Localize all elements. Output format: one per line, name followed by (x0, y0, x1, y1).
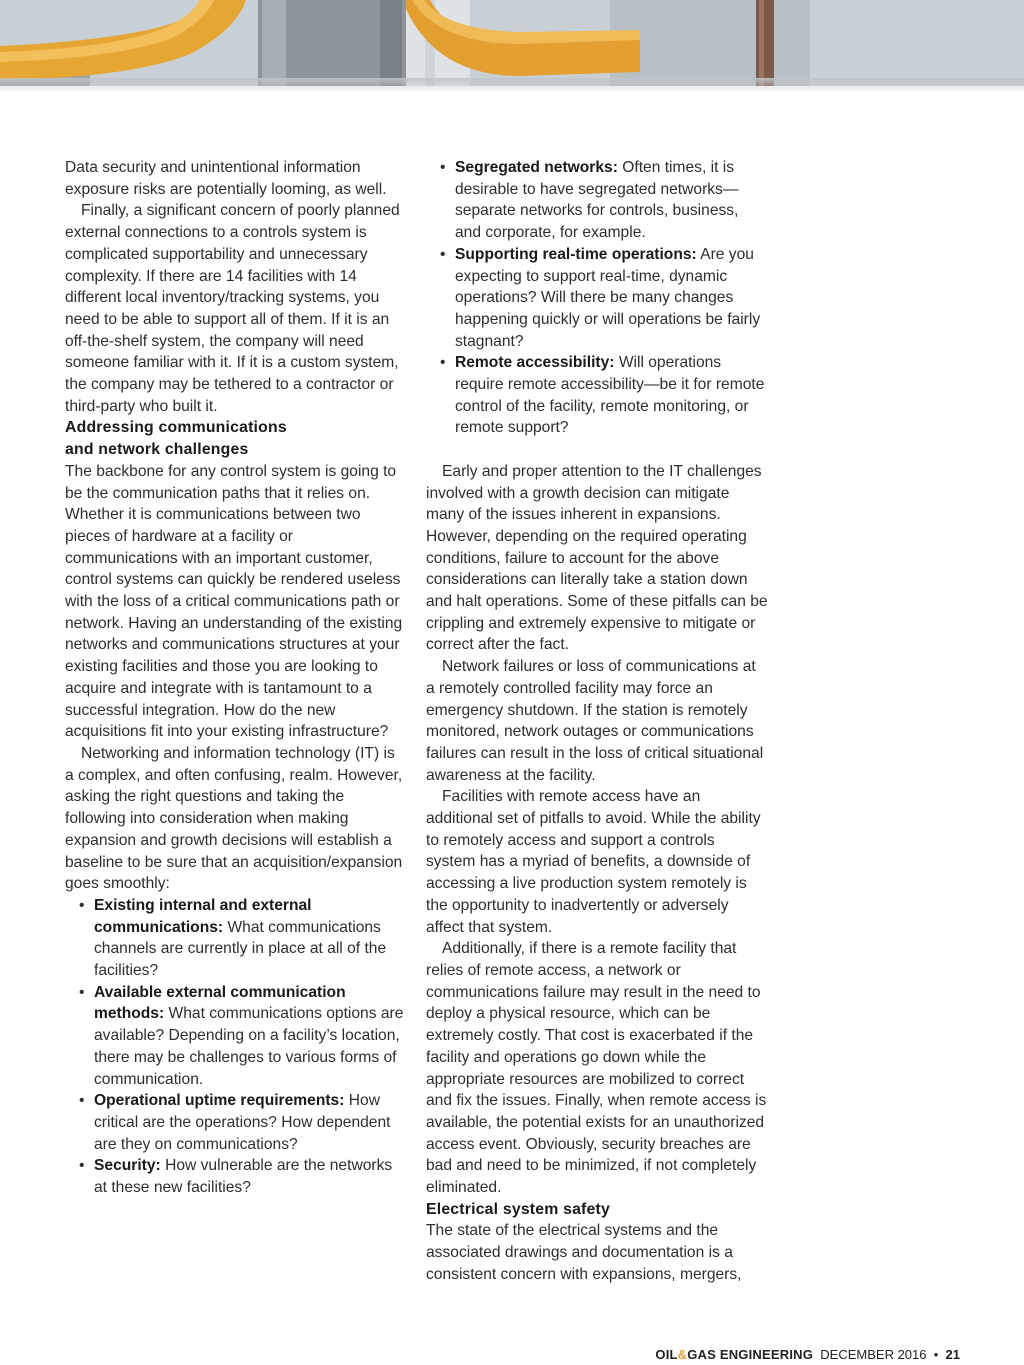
list-item (426, 352, 768, 439)
bullet-text: What communications channels are currently in place at all of the facilities? (94, 918, 387, 980)
footer-separator: • (933, 1347, 939, 1362)
publication-ampersand: & (677, 1347, 688, 1362)
bullet-text: Are you expecting to support real-time, dynamic operations? Will there be many changes happening quickly or will operations be fairly stagnant? (455, 245, 761, 350)
banner-fade (0, 78, 1024, 92)
paragraph: Data security and unintentional information exposure risks are potentially looming, as well. (65, 159, 387, 198)
bullet-label: Available external communication methods: (94, 983, 346, 1023)
left-column (65, 157, 407, 1199)
issue-date: DECEMBER 2016 (820, 1347, 927, 1362)
bullet-label: Security: (94, 1157, 161, 1175)
heading-line: Addressing communications (65, 419, 287, 437)
paragraph: Networking and information technology (IT) is a complex, and often confusing, realm. However, asking the right questions and taking the following into consideration when making expansion and growth decisions will establish a baseline to be sure that an acquisition/expansion goes smoothly: (65, 744, 403, 893)
page-footer (655, 1347, 960, 1363)
right-column (426, 157, 768, 1286)
paragraph: Network failures or loss of communications at a remotely controlled facility may force an emergency shutdown. If the station is remotely monitored, network outages or communications failures can result in the loss of critical situational awareness at the facility. (426, 658, 764, 784)
bullet-icon: • (79, 1092, 85, 1110)
bullet-icon: • (79, 983, 85, 1001)
page-number: 21 (945, 1347, 960, 1362)
paragraph: Finally, a significant concern of poorly planned external connections to a controls system is complicated supportability and unnecessary complexity. If there are 14 facilities with 14 different local inventory/tracking systems, you need to be able to support all of them. If it is an off-the-shelf system, the company will need someone familiar with it. If it is a custom system, the company may be tethered to a contractor or third-party who built it. (65, 202, 400, 415)
bullet-list (65, 895, 407, 1199)
bullet-icon: • (440, 159, 446, 176)
bullet-text: How vulnerable are the networks at these new facilities? (94, 1157, 393, 1197)
paragraph: The state of the electrical systems and the associated drawings and documentation is a consistent concern with expansions, mergers, (426, 1222, 742, 1283)
paragraph: Additionally, if there is a remote facility that relies of remote access, a network or communications failure may result in the need to deploy a physical resource, which can be extremely costly. That cost is exacerbated if the facility and operations go down while the appropriate resources are mobilized to correct and fix the issues. Finally, when remote access is available, the potential exists for an unauthorized access event. Obviously, security breaches are bad and need to be minimized, if not completely eliminated. (426, 940, 767, 1197)
industrial-pipes-illustration (0, 0, 1024, 86)
publication-name-part: OIL (655, 1347, 678, 1362)
paragraph: Facilities with remote access have an additional set of pitfalls to avoid. While the ability to remotely access and support a controls system has a myriad of benefits, a downside of accessing a live production system remotely is the opportunity to inadvertently or adversely affect that system. (426, 788, 761, 936)
bullet-label: Operational uptime requirements: (94, 1092, 345, 1110)
paragraph: Early and proper attention to the IT challenges involved with a growth decision can mitigate many of the issues inherent in expansions. However, depending on the required operating conditions, failure to account for the above considerations can literally take a station down and halt operations. Some of these pitfalls can be crippling and extremely expensive to mitigate or correct after the fact. (426, 462, 768, 654)
bullet-label: Segregated networks: (455, 159, 618, 176)
bullet-icon: • (79, 896, 85, 914)
bullet-text: How critical are the operations? How dependent are they on communications? (94, 1092, 391, 1153)
list-item (65, 982, 407, 1091)
list-item (65, 1155, 407, 1198)
list-item (426, 244, 768, 353)
section-heading (65, 417, 407, 460)
bullet-icon: • (440, 245, 446, 263)
list-item (426, 157, 768, 244)
bullet-list (426, 157, 768, 439)
bullet-label: Existing internal and external communications: (94, 896, 312, 936)
header-photo-banner (0, 0, 1024, 86)
list-item (65, 1090, 407, 1155)
bullet-label: Supporting real-time operations: (455, 245, 697, 263)
list-item (65, 895, 407, 982)
publication-name (655, 1347, 813, 1362)
paragraph: The backbone for any control system is going to be the communication paths that it relies on. Whether it is communications between two pieces of hardware at a facility or communications with an important customer, control systems can quickly be rendered useless with the loss of a critical communications path or network. Having an understanding of the existing networks and communications structures at your existing facilities and those you are looking to acquire and integrate with is tantamount to a successful integration. How do the new acquisitions fit into your existing infrastructure? (65, 462, 403, 741)
bullet-text: Will operations require remote accessibility—be it for remote control of the facility, remote monitoring, or remote support? (455, 354, 765, 437)
bullet-text: What communications options are available? Depending on a facility’s location, there may be challenges to various forms of communication. (94, 1005, 404, 1088)
bullet-icon: • (440, 354, 446, 372)
bullet-label: Remote accessibility: (455, 354, 615, 372)
bullet-icon: • (79, 1157, 85, 1175)
publication-name-part: GAS ENGINEERING (687, 1347, 814, 1362)
heading-line: and network challenges (65, 441, 249, 459)
bullet-text: Often times, it is desirable to have segregated networks—separate networks for controls, business, and corporate, for example. (455, 159, 739, 242)
section-heading: Electrical system safety (426, 1200, 610, 1218)
